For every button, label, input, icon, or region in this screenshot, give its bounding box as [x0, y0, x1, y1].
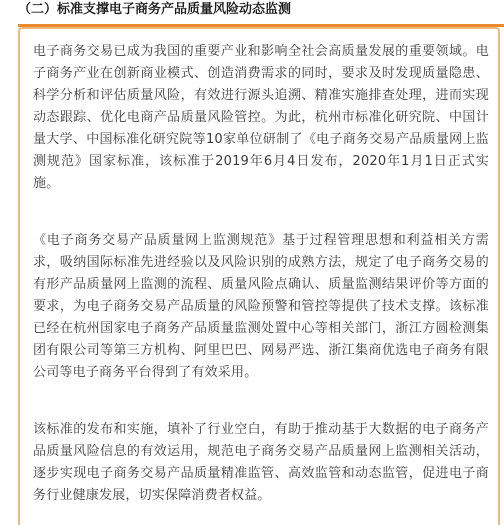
paragraph-1: 电子商务交易已成为我国的重要产业和影响全社会高质量发展的重要领域。电子商务产业在创新商业模式、创造消费需求的同时，要求及时发现质量隐患、科学分析和评估质量风险，有效进行源头追溯、精准实施排查处理，进而实现动态跟踪、优化电商产品质量风险管控。为此，杭州市标准化研究院、中国计量大学、中国标准化研究院等10家单位研制了《电子商务交易产品质量网上监测规范》国家标准，该标准于2019年6月4日发布，2020年1月1日正式实施。	[33, 44, 489, 191]
section-heading: （二）标准支撑电子商务产品质量风险动态监测	[18, 2, 292, 17]
content-box	[18, 27, 500, 525]
paragraph-3: 该标准的发布和实施，填补了行业空白，有助于推动基于大数据的电子商务产品质量风险信息的有效运用，规范电子商务交易产品质量网上监测相关活动，逐步实现电子商务交易产品质量精准监管、高效监管和动态监管，促进电子商务行业健康发展，切实保障消费者权益。	[33, 422, 489, 503]
paragraph-2: 《电子商务交易产品质量网上监测规范》基于过程管理思想和利益相关方需求，吸纳国际标准先进经验以及风险识别的成熟方法，规定了电子商务交易的有形产品质量网上监测的流程、质量风险点确认、质量监测结果评价等方面的要求，为电子商务交易产品质量的风险预警和管控等提供了技术支撑。该标准已经在杭州国家电子商务产品质量监测处置中心等相关部门，浙江方圆检测集团有限公司等第三方机构、阿里巴巴、网易严选、浙江集商优选电子商务有限公司等电子商务平台得到了有效采用。	[33, 233, 489, 380]
